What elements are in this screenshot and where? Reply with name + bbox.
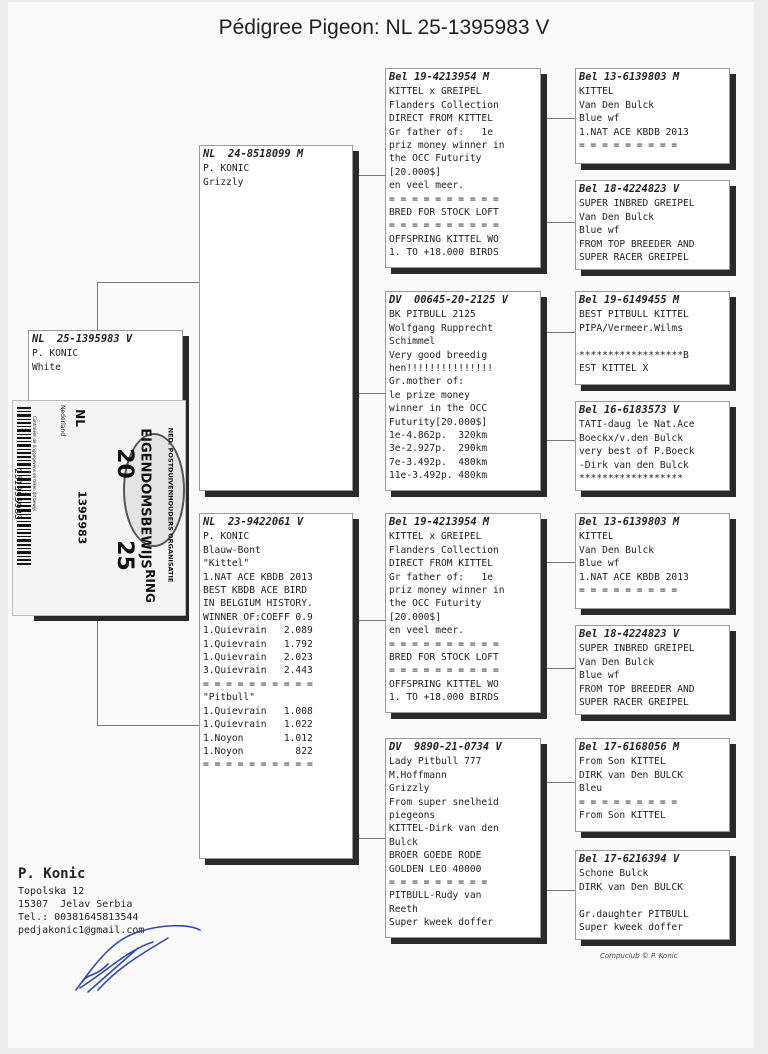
pigeon-info-line: P. KONIC [32, 348, 79, 360]
pigeon-info-line: PIPA/Vermeer.Wilms [579, 322, 683, 334]
pigeon-info-line: 1.NAT ACE KBDB 2013 [579, 571, 689, 583]
sticker-ring-number: 1395983 [75, 490, 89, 545]
ring-number-header: Bel 18-4224823 V [579, 628, 680, 640]
connector-line [97, 725, 199, 726]
sticker-ring-label: RING [142, 569, 157, 603]
connector-line [541, 668, 575, 669]
ring-ownership-sticker [12, 400, 186, 616]
pigeon-info-line: 3.Quievrain 2.443 [203, 665, 313, 677]
pigeon-info-line: BROER GOEDE RODE [389, 850, 482, 862]
pigeon-info-line: Flanders Collection [389, 544, 499, 556]
pigeon-card-dam-sire [385, 513, 541, 713]
ring-number-header: Bel 19-4213954 M [389, 71, 490, 83]
pigeon-info-line: KITTEL-Dirk van den [389, 823, 499, 835]
pigeon-info-line: Grizzly [389, 783, 430, 795]
pigeon-info-line: 1.NAT ACE KBDB 2013 [579, 126, 689, 138]
pigeon-info-line: Van Den Bulck [579, 544, 655, 556]
connector-line [541, 890, 575, 891]
pigeon-info-line: SUPER INBRED GREIPEL [579, 643, 695, 655]
software-credit: Compuclub © P. Konic [600, 952, 678, 960]
ring-number-header: Bel 13-6139803 M [579, 516, 680, 528]
connector-line [353, 175, 385, 176]
connector-line [541, 782, 575, 783]
connector-line [541, 222, 575, 223]
pigeon-card-ss-dam [575, 180, 730, 270]
pigeon-info-line: BK PITBULL 2125 [389, 309, 476, 321]
pigeon-info-line: WINNER OF:COEFF 0.9 [203, 611, 313, 623]
pigeon-info-line: Blue wf [579, 558, 620, 570]
pigeon-card-sire [199, 145, 353, 491]
pigeon-info-line: From Son KITTEL [579, 756, 666, 768]
pigeon-info-line: Very good breedig [389, 349, 488, 361]
pigeon-card-ds-dam [575, 625, 730, 715]
pigeon-info-line: Bulck [389, 836, 418, 848]
ring-number-header: Bel 17-6216394 V [579, 853, 680, 865]
pigeon-info-line: [20.000$] [389, 611, 441, 623]
pigeon-info-line: = = = = = = = = = = [389, 638, 499, 650]
pigeon-info-line: DIRK van Den BULCK [579, 769, 683, 781]
pigeon-info-line: EST KITTEL X [579, 363, 649, 375]
sticker-country: NL [72, 409, 87, 427]
pigeon-info-line: = = = = = = = = = [389, 877, 488, 889]
pigeon-card-ss-sire [575, 68, 730, 164]
pigeon-card-sire-dam [385, 291, 541, 491]
pigeon-info-line: Blue wf [579, 670, 620, 682]
pigeon-info-line: OFFSPRING KITTEL WO [389, 233, 499, 245]
ring-number-header: NL 24-8518099 M [203, 148, 304, 160]
pigeon-card-sd-dam [575, 401, 730, 491]
pigeon-info-line [579, 335, 726, 348]
pigeon-info-line: 7e-3.492p. 480km [389, 456, 488, 468]
pigeon-card-dam-dam [385, 738, 541, 938]
pigeon-info-line: TATI-daug le Nat.Ace [579, 419, 695, 431]
connector-line [353, 393, 385, 394]
sticker-year-right: 25 [111, 540, 137, 571]
connector-line [541, 332, 575, 333]
pigeon-info-line: M.Hoffmann [389, 769, 447, 781]
pigeon-info-line: le prize money [389, 389, 470, 401]
pigeon-info-line: [20.000$] [389, 166, 441, 178]
ring-number-header: Bel 19-4213954 M [389, 516, 490, 528]
pigeon-info-line: 1.Quievrain 2.089 [203, 625, 313, 637]
pigeon-info-line: = = = = = = = = = = [203, 678, 313, 690]
pigeon-info-line: 1.Quievrain 1.022 [203, 719, 313, 731]
pigeon-info-line: DIRK van Den BULCK [579, 881, 683, 893]
breeder-name: P. Konic [18, 866, 86, 882]
pigeon-info-line: KITTEL x GREIPEL [389, 531, 482, 543]
connector-line [541, 118, 575, 119]
pigeon-info-line: GOLDEN LEO 40000 [389, 863, 482, 875]
pigeon-info-line: KITTEL [579, 531, 614, 543]
pigeon-info-line: the OCC Futurity [389, 153, 482, 165]
pigeon-info-line: Boeckx/v.den Bulck [579, 432, 683, 444]
pigeon-info-line: Wolfgang Rupprecht [389, 322, 493, 334]
breeder-address-line2: 15307 Jelav Serbia [18, 899, 133, 910]
pigeon-info-line: BEST KBDB ACE BIRD [203, 585, 307, 597]
pigeon-info-line: Gr.mother of: [389, 376, 465, 388]
pigeon-info-line: = = = = = = = = = [579, 796, 678, 808]
pigeon-info-line: BRED FOR STOCK LOFT [389, 652, 499, 664]
breeder-email: pedjakonic1@gmail.com [18, 925, 145, 936]
pigeon-card-sire-sire [385, 68, 541, 268]
pigeon-info-line: SUPER RACER GREIPEL [579, 252, 689, 264]
ring-number-header: Bel 17-6168056 M [579, 741, 680, 753]
pigeon-info-line: Blue wf [579, 225, 620, 237]
pigeon-info-line: en veel meer. [389, 625, 465, 637]
connector-line [97, 282, 98, 334]
pigeon-info-line: "Pitbull" [203, 692, 255, 704]
pigeon-info-line: priz money winner in [389, 140, 505, 152]
pigeon-info-line: ****************** [579, 473, 683, 485]
pigeon-card-dam [199, 513, 353, 859]
ring-number-header: NL 25-1395983 V [32, 333, 133, 345]
pigeon-info-line: Futurity[20.000$] [389, 416, 488, 428]
pigeon-info-line: piegeons [389, 810, 436, 822]
pigeon-info-line: ******************B [579, 349, 689, 361]
pigeon-info-line: 3e-2.927p. 290km [389, 443, 488, 455]
connector-line [353, 838, 385, 839]
sticker-note: Controleer de ringgegevens en teken dit bewijs [31, 416, 37, 511]
pigeon-info-line: 11e-3.492p. 480km [389, 470, 488, 482]
pigeon-info-line: hen!!!!!!!!!!!!!!! [389, 363, 493, 375]
pigeon-info-line: Van Den Bulck [579, 99, 655, 111]
pigeon-info-line: en veel meer. [389, 180, 465, 192]
pigeon-card-dd-sire [575, 738, 730, 832]
pigeon-info-line: Reeth [389, 903, 418, 915]
pigeon-info-line: very best of P.Boeck [579, 446, 695, 458]
pigeon-info-line: BRED FOR STOCK LOFT [389, 207, 499, 219]
pigeon-info-line: P. KONIC [203, 163, 250, 175]
pigeon-info-line: FROM TOP BREEDER AND [579, 683, 695, 695]
pigeon-info-line: = = = = = = = = = = [389, 665, 499, 677]
pigeon-info-line: Super kweek doffer [579, 922, 683, 934]
pigeon-info-line: KITTEL x GREIPEL [389, 86, 482, 98]
sticker-year-left: 20 [111, 448, 137, 479]
pigeon-info-line: 1.Noyon 822 [203, 745, 313, 757]
pigeon-info-line: Blue wf [579, 113, 620, 125]
sticker-title: EIGENDOMSBEWIJS [137, 428, 153, 569]
pigeon-card-ds-sire [575, 513, 730, 609]
pigeon-info-line: 1.NAT ACE KBDB 2013 [203, 571, 313, 583]
pigeon-info-line: -Dirk van den Bulck [579, 459, 689, 471]
pigeon-info-line: 1.Noyon 1.012 [203, 732, 313, 744]
pigeon-info-line: = = = = = = = = = [579, 140, 678, 152]
sticker-barcode-number: 251395983 [11, 468, 22, 520]
pigeon-info-line: 1e-4.862p. 320km [389, 430, 488, 442]
pigeon-info-line: the OCC Futurity [389, 598, 482, 610]
pigeon-info-line: From super snelheid [389, 796, 499, 808]
pigeon-info-line [579, 894, 726, 907]
pigeon-card-dd-dam [575, 850, 730, 940]
pigeon-info-line: 1. TO +18.000 BIRDS [389, 692, 499, 704]
pigeon-info-line: 1.Quievrain 1.792 [203, 638, 313, 650]
pigeon-info-line: = = = = = = = = = = [203, 759, 313, 771]
pigeon-info-line: Grizzly [203, 176, 244, 188]
pigeon-info-line: KITTEL [579, 86, 614, 98]
connector-line [97, 615, 98, 725]
pigeon-info-line: "Kittel" [203, 558, 250, 570]
ring-number-header: Bel 16-6183573 V [579, 404, 680, 416]
pigeon-info-line: winner in the OCC [389, 403, 488, 415]
connector-line [353, 620, 385, 621]
pigeon-info-line: FROM TOP BREEDER AND [579, 238, 695, 250]
breeder-address-line1: Topolska 12 [18, 886, 85, 897]
pigeon-info-line: = = = = = = = = = = [389, 220, 499, 232]
pigeon-info-line: 1.Quievrain 2.023 [203, 652, 313, 664]
pigeon-info-line: Lady Pitbull 777 [389, 756, 482, 768]
connector-line [541, 440, 575, 441]
pigeon-info-line: Schone Bulck [579, 868, 649, 880]
pigeon-info-line: SUPER INBRED GREIPEL [579, 198, 695, 210]
pigeon-info-line: Schimmel [389, 336, 436, 348]
pigeon-info-line: = = = = = = = = = [579, 585, 678, 597]
pigeon-info-line: OFFSPRING KITTEL WO [389, 678, 499, 690]
pigeon-info-line: Gr.daughter PITBULL [579, 908, 689, 920]
pigeon-info-line: priz money winner in [389, 585, 505, 597]
pigeon-info-line: Flanders Collection [389, 99, 499, 111]
signature-icon [68, 920, 208, 1000]
sticker-organisation: NED. POSTDUIVENHOUDERS ORGANISATIE [166, 427, 175, 583]
connector-line [97, 282, 199, 283]
sticker-nederland: Nederland [59, 404, 67, 437]
pigeon-info-line: Blauw-Bont [203, 544, 261, 556]
pigeon-info-line: Super kweek doffer [389, 917, 493, 929]
ring-number-header: DV 9890-21-0734 V [389, 741, 502, 753]
pigeon-info-line: Gr father of: 1e [389, 571, 493, 583]
pigeon-info-line: Van Den Bulck [579, 211, 655, 223]
pigeon-info-line: Van Den Bulck [579, 656, 655, 668]
ring-number-header: DV 00645-20-2125 V [389, 294, 508, 306]
pigeon-card-sd-sire [575, 291, 730, 385]
pigeon-info-line: PITBULL-Rudy van [389, 890, 482, 902]
pigeon-info-line: 1.Quievrain 1.008 [203, 705, 313, 717]
connector-line [541, 562, 575, 563]
pigeon-info-line: 1. TO +18.000 BIRDS [389, 247, 499, 259]
ring-number-header: NL 23-9422061 V [203, 516, 304, 528]
pigeon-info-line: BEST PITBULL KITTEL [579, 309, 689, 321]
pigeon-info-line: P. KONIC [203, 531, 250, 543]
pigeon-info-line: DIRECT FROM KITTEL [389, 113, 493, 125]
ring-number-header: Bel 18-4224823 V [579, 183, 680, 195]
pigeon-info-line: = = = = = = = = = = [389, 193, 499, 205]
ring-number-header: Bel 13-6139803 M [579, 71, 680, 83]
breeder-phone: Tel.: 00381645813544 [18, 912, 139, 923]
page-title: Pédigree Pigeon: NL 25-1395983 V [218, 16, 550, 39]
pigeon-info-line: SUPER RACER GREIPEL [579, 697, 689, 709]
pigeon-info-line: IN BELGIUM HISTORY. [203, 598, 313, 610]
pigeon-info-line: From Son KITTEL [579, 810, 666, 822]
ring-number-header: Bel 19-6149455 M [579, 294, 680, 306]
pigeon-info-line: DIRECT FROM KITTEL [389, 558, 493, 570]
pigeon-info-line: Gr father of: 1e [389, 126, 493, 138]
pigeon-info-line: Bleu [579, 783, 603, 795]
pigeon-info-line: White [32, 361, 61, 373]
